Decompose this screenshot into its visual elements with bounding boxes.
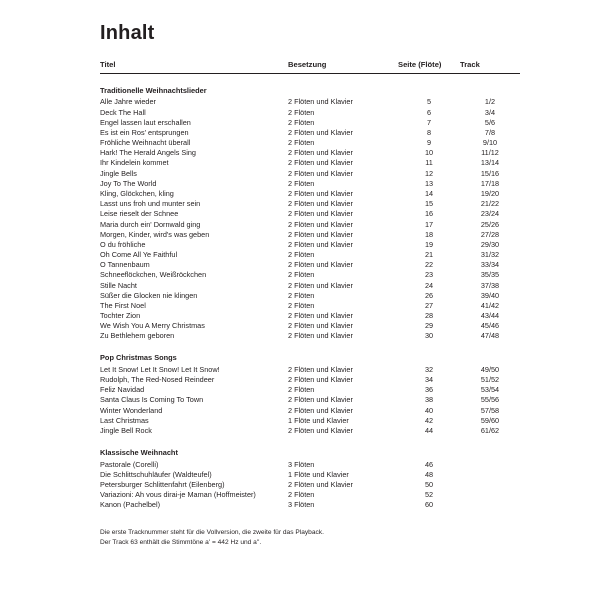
row-page: 13 xyxy=(424,178,434,188)
row-title: O Tannenbaum xyxy=(100,260,150,270)
row-page: 46 xyxy=(424,459,434,469)
row-track: 29/30 xyxy=(480,239,500,249)
row-page: 48 xyxy=(424,469,434,479)
section-heading: Traditionelle Weihnachtslieder xyxy=(100,85,207,95)
row-page: 52 xyxy=(424,490,434,500)
table-row xyxy=(100,490,520,500)
row-title: Deck The Hall xyxy=(100,107,146,117)
row-instrumentation: 2 Flöten und Klavier xyxy=(288,331,353,341)
row-track: 21/22 xyxy=(480,199,500,209)
table-header-row xyxy=(100,61,520,73)
row-instrumentation: 2 Flöten und Klavier xyxy=(288,260,353,270)
row-page: 18 xyxy=(424,229,434,239)
contents-table xyxy=(100,61,520,510)
row-page: 23 xyxy=(424,270,434,280)
table-row xyxy=(100,270,520,280)
table-row xyxy=(100,178,520,188)
row-instrumentation: 2 Flöten und Klavier xyxy=(288,239,353,249)
row-title: Es ist ein Ros' entsprungen xyxy=(100,127,189,137)
table-row xyxy=(100,385,520,395)
row-page: 10 xyxy=(424,148,434,158)
row-page: 29 xyxy=(424,321,434,331)
column-header-instrumentation: Besetzung xyxy=(288,61,398,73)
row-track: 9/10 xyxy=(482,138,498,148)
row-page: 11 xyxy=(425,158,433,168)
table-row xyxy=(100,311,520,321)
row-title: Jingle Bells xyxy=(100,168,137,178)
row-page: 19 xyxy=(424,239,434,249)
row-page: 30 xyxy=(424,331,434,341)
row-page: 50 xyxy=(424,479,434,489)
row-instrumentation: 2 Flöten xyxy=(288,385,315,395)
row-title: Let It Snow! Let It Snow! Let It Snow! xyxy=(100,364,220,374)
row-title: Ihr Kindelein kommet xyxy=(100,158,169,168)
row-instrumentation: 2 Flöten xyxy=(288,117,315,127)
table-spacer-cell xyxy=(100,436,520,443)
table-row xyxy=(100,189,520,199)
row-instrumentation: 2 Flöten xyxy=(288,290,315,300)
row-track xyxy=(460,469,520,479)
table-row xyxy=(100,479,520,489)
row-title: Engel lassen laut erschallen xyxy=(100,117,191,127)
table-row xyxy=(100,260,520,270)
table-spacer-row xyxy=(100,341,520,348)
section-heading-row xyxy=(100,348,520,364)
row-track: 27/28 xyxy=(480,229,500,239)
row-title: Maria durch ein' Dornwald ging xyxy=(100,219,201,229)
section-heading: Pop Christmas Songs xyxy=(100,353,177,363)
row-title: We Wish You A Merry Christmas xyxy=(100,321,205,331)
table-row xyxy=(100,148,520,158)
row-track: 61/62 xyxy=(480,426,500,435)
row-page: 32 xyxy=(424,364,434,374)
row-title: Kling, Glöckchen, kling xyxy=(100,188,174,198)
row-track: 23/24 xyxy=(480,209,500,219)
row-instrumentation: 2 Flöten und Klavier xyxy=(288,375,353,385)
row-title: Last Christmas xyxy=(100,415,149,425)
row-instrumentation: 2 Flöten und Klavier xyxy=(288,311,353,321)
row-instrumentation: 2 Flöten xyxy=(288,107,315,117)
row-track: 59/60 xyxy=(480,415,500,425)
row-title: Petersburger Schlittenfahrt (Eilenberg) xyxy=(100,479,225,489)
row-track: 47/48 xyxy=(480,331,500,341)
row-instrumentation: 2 Flöten und Klavier xyxy=(288,199,353,209)
row-track: 41/42 xyxy=(480,300,500,310)
table-row xyxy=(100,158,520,168)
row-page: 21 xyxy=(424,250,434,260)
row-page: 40 xyxy=(424,405,434,415)
table-row xyxy=(100,128,520,138)
row-instrumentation: 2 Flöten und Klavier xyxy=(288,148,353,158)
row-instrumentation: 2 Flöten und Klavier xyxy=(288,479,353,489)
row-instrumentation: 3 Flöten xyxy=(288,500,315,510)
section-heading-row xyxy=(100,443,520,459)
row-instrumentation: 2 Flöten und Klavier xyxy=(288,405,353,415)
row-instrumentation: 2 Flöten xyxy=(288,270,315,280)
row-instrumentation: 2 Flöten xyxy=(288,250,315,260)
row-title: Winter Wonderland xyxy=(100,405,163,415)
row-page: 16 xyxy=(424,209,434,219)
footnotes xyxy=(100,528,520,548)
row-title: Tochter Zion xyxy=(100,311,141,321)
table-row xyxy=(100,300,520,310)
row-track xyxy=(460,459,520,469)
row-page: 6 xyxy=(426,107,432,117)
table-header xyxy=(100,61,520,73)
row-title: Süßer die Glocken nie klingen xyxy=(100,290,198,300)
row-title: Die Schlittschuhläufer (Waldteufel) xyxy=(100,469,212,479)
row-instrumentation: 2 Flöten xyxy=(288,300,315,310)
row-instrumentation: 2 Flöten und Klavier xyxy=(288,280,353,290)
row-track: 43/44 xyxy=(480,311,500,321)
row-track: 45/46 xyxy=(480,321,500,331)
row-track: 39/40 xyxy=(480,290,500,300)
table-row xyxy=(100,209,520,219)
table-row xyxy=(100,365,520,375)
row-title: Hark! The Herald Angels Sing xyxy=(100,148,196,158)
row-title: Joy To The World xyxy=(100,178,157,188)
table-body xyxy=(100,73,520,510)
row-track: 17/18 xyxy=(480,178,500,188)
table-row xyxy=(100,97,520,107)
row-instrumentation: 1 Flöte und Klavier xyxy=(288,469,349,479)
row-title: Variazioni: Ah vous dirai-je Maman (Hoffmeister) xyxy=(100,490,256,500)
row-instrumentation: 2 Flöten und Klavier xyxy=(288,188,353,198)
row-page: 5 xyxy=(426,97,432,107)
row-title: Feliz Navidad xyxy=(100,385,145,395)
row-track: 57/58 xyxy=(480,405,500,415)
footnote-line: Die erste Tracknummer steht für die Vollversion, die zweite für das Playback. xyxy=(100,529,324,536)
row-instrumentation: 2 Flöten und Klavier xyxy=(288,97,353,107)
row-instrumentation: 2 Flöten und Klavier xyxy=(288,168,353,178)
page-title: Inhalt xyxy=(100,22,155,44)
row-page: 27 xyxy=(424,300,434,310)
row-title: Schneeflöckchen, Weißröckchen xyxy=(100,270,207,280)
row-instrumentation: 2 Flöten und Klavier xyxy=(288,219,353,229)
row-track: 25/26 xyxy=(480,219,500,229)
row-title: Stille Nacht xyxy=(100,280,137,290)
row-page: 24 xyxy=(424,280,434,290)
row-instrumentation: 2 Flöten und Klavier xyxy=(288,395,353,405)
table-row xyxy=(100,239,520,249)
row-page: 12 xyxy=(424,168,434,178)
table-row xyxy=(100,405,520,415)
row-track xyxy=(460,479,520,489)
row-instrumentation: 2 Flöten xyxy=(288,178,315,188)
row-page: 26 xyxy=(424,290,434,300)
row-track: 11/12 xyxy=(481,148,499,158)
table-row xyxy=(100,500,520,510)
row-track: 13/14 xyxy=(480,158,500,168)
row-track: 55/56 xyxy=(480,395,500,405)
row-page: 14 xyxy=(424,188,434,198)
table-row xyxy=(100,117,520,127)
row-track: 15/16 xyxy=(480,168,500,178)
row-page: 15 xyxy=(424,199,434,209)
row-track: 49/50 xyxy=(480,364,500,374)
row-title: Rudolph, The Red-Nosed Reindeer xyxy=(100,375,215,385)
row-title: Fröhliche Weihnacht überall xyxy=(100,138,191,148)
table-row xyxy=(100,375,520,385)
row-title: Santa Claus Is Coming To Town xyxy=(100,395,204,405)
table-row xyxy=(100,331,520,341)
row-page: 60 xyxy=(424,500,434,510)
row-instrumentation: 2 Flöten und Klavier xyxy=(288,158,353,168)
row-title: The First Noel xyxy=(100,300,146,310)
row-title: Zu Bethlehem geboren xyxy=(100,331,175,341)
column-header-track: Track xyxy=(460,61,520,73)
row-track xyxy=(460,500,520,510)
table-spacer-row xyxy=(100,436,520,443)
section-heading-row xyxy=(100,81,520,97)
table-row xyxy=(100,138,520,148)
row-instrumentation: 1 Flöte und Klavier xyxy=(288,415,349,425)
row-track: 5/6 xyxy=(484,117,496,127)
table-row xyxy=(100,168,520,178)
table-row xyxy=(100,290,520,300)
row-instrumentation: 2 Flöten xyxy=(288,138,315,148)
row-track: 7/8 xyxy=(484,127,496,137)
table-row xyxy=(100,415,520,425)
table-spacer-cell xyxy=(100,73,520,81)
row-page: 7 xyxy=(426,117,432,127)
table-row xyxy=(100,469,520,479)
row-title: O du fröhliche xyxy=(100,239,146,249)
row-title: Alle Jahre wieder xyxy=(100,97,156,107)
table-row xyxy=(100,426,520,436)
table-row xyxy=(100,321,520,331)
row-track: 3/4 xyxy=(484,107,496,117)
row-track xyxy=(460,490,520,500)
row-page: 44 xyxy=(424,426,434,435)
row-track: 1/2 xyxy=(484,97,496,107)
row-page: 17 xyxy=(424,219,434,229)
row-title: Lasst uns froh und munter sein xyxy=(100,199,201,209)
table-row xyxy=(100,250,520,260)
table-spacer-row xyxy=(100,73,520,81)
row-instrumentation: 3 Flöten xyxy=(288,459,315,469)
row-track: 35/35 xyxy=(480,270,500,280)
column-header-page: Seite (Flöte) xyxy=(398,61,460,73)
section-heading: Klassische Weihnacht xyxy=(100,447,178,457)
row-track: 31/32 xyxy=(480,250,500,260)
table-row xyxy=(100,229,520,239)
row-instrumentation: 2 Flöten und Klavier xyxy=(288,127,353,137)
row-page: 34 xyxy=(424,375,434,385)
row-track: 51/52 xyxy=(480,375,500,385)
row-page: 36 xyxy=(424,385,434,395)
row-instrumentation: 2 Flöten und Klavier xyxy=(288,229,353,239)
row-track: 37/38 xyxy=(480,280,500,290)
row-page: 38 xyxy=(424,395,434,405)
row-title: Kanon (Pachelbel) xyxy=(100,500,161,510)
table-row xyxy=(100,199,520,209)
table-spacer-cell xyxy=(100,341,520,348)
table-row xyxy=(100,280,520,290)
row-title: Jingle Bell Rock xyxy=(100,426,152,435)
table-row xyxy=(100,459,520,469)
row-page: 22 xyxy=(424,260,434,270)
table-row xyxy=(100,219,520,229)
row-instrumentation: 2 Flöten xyxy=(288,490,315,500)
row-page: 42 xyxy=(424,415,434,425)
row-page: 8 xyxy=(426,127,432,137)
row-title: Morgen, Kinder, wird's was geben xyxy=(100,229,210,239)
row-instrumentation: 2 Flöten und Klavier xyxy=(288,321,353,331)
table-row xyxy=(100,107,520,117)
column-header-title: Titel xyxy=(100,61,288,73)
row-title: Oh Come All Ye Faithful xyxy=(100,250,178,260)
row-page: 28 xyxy=(424,311,434,321)
row-instrumentation: 2 Flöten und Klavier xyxy=(288,364,353,374)
row-instrumentation: 2 Flöten und Klavier xyxy=(288,426,353,435)
row-instrumentation: 2 Flöten und Klavier xyxy=(288,209,353,219)
table-row xyxy=(100,395,520,405)
row-track: 53/54 xyxy=(480,385,500,395)
footnote-line: Der Track 63 enthält die Stimmtöne a' = 442 Hz und a''. xyxy=(100,539,262,547)
row-title: Pastorale (Corelli) xyxy=(100,459,159,469)
row-page: 9 xyxy=(426,138,432,148)
row-title: Leise rieselt der Schnee xyxy=(100,209,179,219)
row-track: 19/20 xyxy=(480,188,500,198)
row-track: 33/34 xyxy=(480,260,500,270)
